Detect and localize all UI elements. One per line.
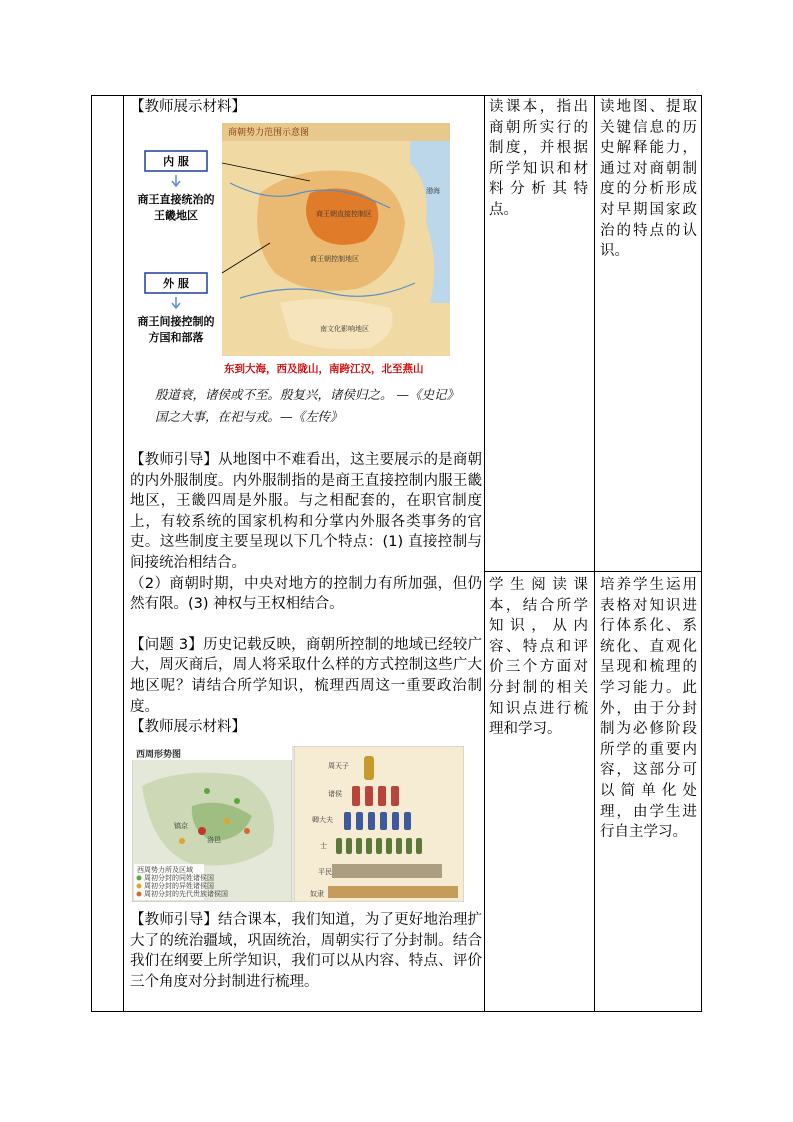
sea-label: 渤海 bbox=[426, 187, 440, 195]
outer-desc-1: 商王间接控制的 bbox=[137, 315, 215, 328]
western-zhou-figure bbox=[132, 746, 464, 902]
design-intent-1: 读地图、提取关键信息的历史解释能力，通过对商朝制度的分析形成对早期国家政治的特点的认识。 bbox=[600, 99, 697, 260]
legend-1: 西周势力所及区域 bbox=[137, 866, 193, 874]
zhou-map-title: 西周形势图 bbox=[136, 750, 182, 760]
material-heading-2: 【教师展示材料】 bbox=[130, 719, 246, 736]
tier-6-label: 奴隶 bbox=[310, 890, 324, 898]
tier-5-label: 平民 bbox=[318, 868, 332, 876]
fief-marker bbox=[179, 838, 185, 844]
tier-3-label: 卿大夫 bbox=[312, 816, 333, 824]
lesson-table bbox=[91, 95, 702, 1012]
capital2-label: 洛邑 bbox=[207, 836, 221, 844]
teaching-content bbox=[130, 97, 482, 118]
row-divider bbox=[484, 571, 701, 572]
design-intent-2: 培养学生运用表格对知识进行体系化、系统化、直观化呈现和梳理的学习能力。此外，由于分封制为必修阶段所学的重要内容，这部分可以简单化处理，由学生进行自主学习。 bbox=[600, 577, 697, 841]
teacher-guide-1-cont: （2）商朝时期，中央对地方的控制力有所加强，但仍然有限。(3) 神权与王权相结合。 bbox=[130, 575, 482, 613]
capital-marker bbox=[198, 827, 206, 835]
fief-marker bbox=[244, 828, 250, 834]
capital1-label: 镐京 bbox=[174, 822, 188, 830]
map-title: 商朝势力范围示意图 bbox=[228, 128, 310, 138]
column-divider bbox=[123, 96, 124, 1011]
core-label: 商王朝直接控制区 bbox=[316, 210, 372, 218]
guide-block-2 bbox=[130, 910, 482, 992]
student-activity-2: 学生阅读课本，结合所学知识，从内容、特点和评价三个方面对分封制的相关知识点进行梳理和学习。 bbox=[489, 577, 588, 738]
hierarchy-background bbox=[294, 746, 464, 902]
inner-label: 内 服 bbox=[163, 155, 189, 168]
quotes-block bbox=[130, 386, 482, 426]
map-caption: 东到大海，西及陇山，南跨江汉，北至燕山 bbox=[224, 363, 424, 375]
teacher-guide-2: 【教师引导】结合课本，我们知道，为了更好地治理扩大了的统治疆域，巩固统治，周朝实行了分封制。结合我们在纲要上所学知识，我们可以从内容、特点、评价三个角度对分封制进行梳理。 bbox=[130, 912, 482, 990]
outer-desc-2: 方国和部落 bbox=[148, 331, 204, 344]
tier-4-label: 士 bbox=[320, 842, 327, 850]
column-divider bbox=[484, 96, 485, 1011]
column-divider bbox=[594, 96, 595, 1011]
fief-marker bbox=[204, 788, 210, 794]
student-activity-1: 读课本，指出商朝所实行的制度，并根据所学知识和材料分析其特点。 bbox=[489, 99, 588, 218]
arrow-down-icon bbox=[172, 297, 180, 308]
control-label: 商王朝控制地区 bbox=[310, 255, 359, 263]
tier-2-label: 诸侯 bbox=[328, 790, 342, 798]
shang-territory-map bbox=[130, 123, 452, 379]
fief-marker bbox=[234, 798, 240, 804]
tier-1-figure bbox=[364, 756, 374, 780]
fief-marker bbox=[224, 818, 230, 824]
teacher-guide-1: 【教师引导】从地图中不难看出，这主要展示的是商朝的内外服制度。内外服制指的是商王直接控制内服王畿地区，王畿四周是外服。与之相配套的，在职官制度上，有较系统的国家机构和分掌内外服各类事务的官吏。这些制度主要呈现以下几个特点：(1) 直接控制与间接统治相结合。 bbox=[130, 452, 482, 571]
outer-label: 外 服 bbox=[163, 277, 189, 290]
shiji-quote: 殷道衰，诸侯或不至。殷复兴，诸侯归之。 —《史记》 bbox=[155, 387, 459, 402]
question-3: 【问题 3】历史记载反映，商朝所控制的地域已经较广大，周灭商后，周人将采取什么样的方式控制这些广大地区呢？请结合所学知识，梳理西周这一重要政治制度。 bbox=[130, 636, 482, 715]
legend-2: 周初分封的同姓诸侯国 bbox=[144, 874, 214, 882]
legend-4: 周初分封的先代贵族诸侯国 bbox=[144, 890, 228, 898]
inner-desc-1: 商王直接统治的 bbox=[137, 193, 215, 206]
arrow-down-icon bbox=[172, 175, 180, 186]
zuozhuan-quote: 国之大事，在祀与戎。—《左传》 bbox=[155, 409, 343, 424]
material-heading: 【教师展示材料】 bbox=[130, 99, 246, 115]
south-label: 南文化影响地区 bbox=[320, 325, 369, 333]
guide-block-1 bbox=[130, 450, 482, 738]
legend-3: 周初分封的异姓诸侯国 bbox=[144, 882, 214, 890]
tier-1-label: 周天子 bbox=[328, 762, 349, 770]
inner-desc-2: 王畿地区 bbox=[154, 209, 198, 222]
